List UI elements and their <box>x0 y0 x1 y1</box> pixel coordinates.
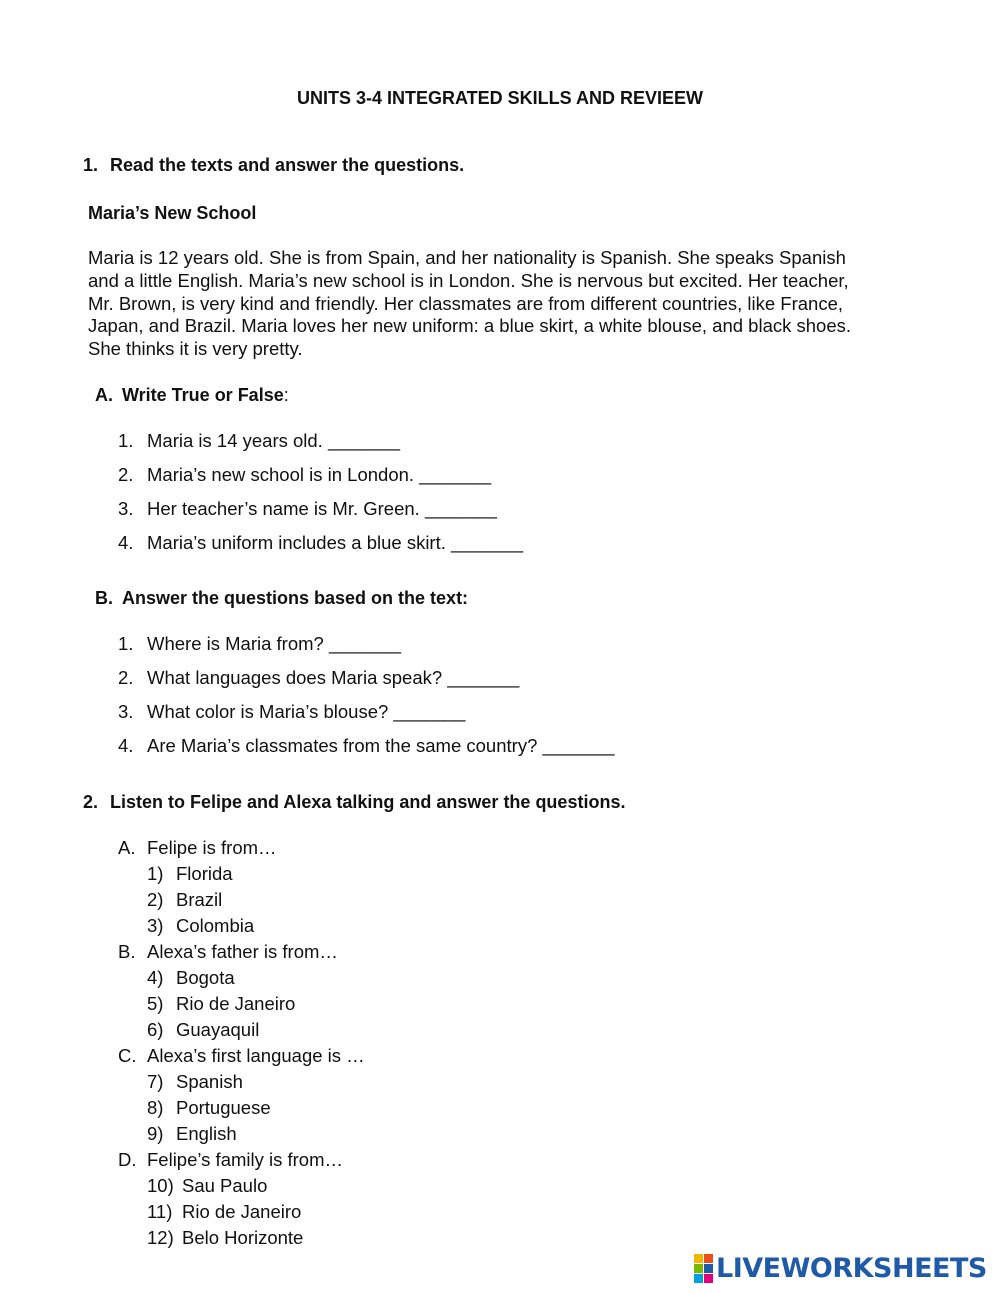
partB-item <box>118 667 519 689</box>
answer-option <box>147 1071 243 1093</box>
liveworksheets-logo[interactable] <box>694 1253 987 1283</box>
question-letter: A. <box>118 837 136 858</box>
partA-heading-text: Write True or False <box>122 385 284 405</box>
item-text: Her teacher’s name is Mr. Green. _______ <box>147 498 497 519</box>
partB-letter: B. <box>95 588 113 608</box>
question-letter: D. <box>118 1149 137 1170</box>
partB-heading <box>95 588 468 609</box>
option-number: 6) <box>147 1019 164 1040</box>
listening-question <box>118 1045 365 1067</box>
answer-option <box>147 889 222 911</box>
item-text: Are Maria’s classmates from the same country? _______ <box>147 735 615 756</box>
option-text: Colombia <box>176 915 255 936</box>
item-text: Maria’s new school is in London. _______ <box>147 464 492 485</box>
partA-item <box>118 464 491 486</box>
partB-item <box>118 735 615 757</box>
question-letter: C. <box>118 1045 137 1066</box>
item-number: 2. <box>118 667 134 688</box>
option-text: Sau Paulo <box>182 1175 268 1196</box>
story-line: and a little English. Maria’s new school is in London. She is nervous but excited. Her teacher, <box>88 269 849 291</box>
option-text: Rio de Janeiro <box>182 1201 302 1222</box>
answer-option <box>147 1123 237 1145</box>
answer-option <box>147 1097 271 1119</box>
section2-heading-text: Listen to Felipe and Alexa talking and answer the questions. <box>110 792 626 812</box>
option-number: 12) <box>147 1227 174 1248</box>
answer-option <box>147 1201 301 1223</box>
partB-heading-text: Answer the questions based on the text: <box>122 588 469 608</box>
item-number: 2. <box>118 464 134 485</box>
section1-heading-text: Read the texts and answer the questions. <box>110 155 465 175</box>
item-number: 1. <box>118 430 134 451</box>
option-number: 2) <box>147 889 164 910</box>
item-number: 4. <box>118 735 134 756</box>
listening-question <box>118 837 277 859</box>
answer-option <box>147 915 254 937</box>
option-text: Guayaquil <box>176 1019 260 1040</box>
question-text: Felipe is from… <box>147 837 277 858</box>
option-text: Belo Horizonte <box>182 1227 304 1248</box>
item-number: 4. <box>118 532 134 553</box>
partB-item <box>118 701 465 723</box>
option-number: 11) <box>147 1201 173 1222</box>
item-text: Maria is 14 years old. _______ <box>147 430 400 451</box>
question-text: Alexa’s father is from… <box>147 941 338 962</box>
story-title: Maria’s New School <box>88 203 257 223</box>
question-letter: B. <box>118 941 136 962</box>
story-line: She thinks it is very pretty. <box>88 338 303 360</box>
option-number: 10) <box>147 1175 174 1196</box>
story-paragraph <box>88 247 918 361</box>
story-line: Mr. Brown, is very kind and friendly. Her classmates are from different countries, like France, <box>88 292 844 314</box>
item-text: What color is Maria’s blouse? _______ <box>147 701 466 722</box>
logo-text: LIVEWORKSHEETS <box>716 1252 987 1284</box>
logo-mark-icon <box>694 1254 713 1283</box>
partA-heading <box>95 385 289 406</box>
partA-item <box>118 498 497 520</box>
question-text: Felipe’s family is from… <box>147 1149 344 1170</box>
option-number: 4) <box>147 967 164 988</box>
answer-option <box>147 1019 259 1041</box>
section1-number: 1. <box>83 155 99 175</box>
option-text: Spanish <box>176 1071 243 1092</box>
answer-option <box>147 1175 267 1197</box>
question-text: Alexa’s first language is … <box>147 1045 365 1066</box>
option-text: Portuguese <box>176 1097 271 1118</box>
answer-option <box>147 967 235 989</box>
partA-letter: A. <box>95 385 113 405</box>
story-line: Maria is 12 years old. She is from Spain, and her nationality is Spanish. She speaks Spanish <box>88 247 846 268</box>
option-number: 9) <box>147 1123 164 1144</box>
partA-item <box>118 532 523 554</box>
option-text: Brazil <box>176 889 223 910</box>
partA-colon: : <box>283 385 289 405</box>
option-text: English <box>176 1123 237 1144</box>
option-text: Rio de Janeiro <box>176 993 296 1014</box>
option-number: 3) <box>147 915 164 936</box>
section2-number: 2. <box>83 792 99 812</box>
option-number: 8) <box>147 1097 164 1118</box>
item-text: What languages does Maria speak? _______ <box>147 667 520 688</box>
option-text: Florida <box>176 863 233 884</box>
option-number: 7) <box>147 1071 164 1092</box>
listening-question <box>118 941 338 963</box>
section1-heading <box>83 155 464 176</box>
item-number: 3. <box>118 701 134 722</box>
item-number: 1. <box>118 633 134 654</box>
answer-option <box>147 1227 303 1249</box>
item-text: Maria’s uniform includes a blue skirt. _______ <box>147 532 524 553</box>
story-line: Japan, and Brazil. Maria loves her new uniform: a blue skirt, a white blouse, and black shoes. <box>88 315 852 337</box>
answer-option <box>147 993 295 1015</box>
partA-item <box>118 430 400 452</box>
option-number: 5) <box>147 993 164 1014</box>
worksheet-title: UNITS 3-4 INTEGRATED SKILLS AND REVIEEW <box>296 88 704 108</box>
option-number: 1) <box>147 863 164 884</box>
item-number: 3. <box>118 498 134 519</box>
partB-item <box>118 633 401 655</box>
answer-option <box>147 863 233 885</box>
option-text: Bogota <box>176 967 235 988</box>
listening-question <box>118 1149 343 1171</box>
item-text: Where is Maria from? _______ <box>147 633 401 654</box>
section2-heading <box>83 792 625 813</box>
